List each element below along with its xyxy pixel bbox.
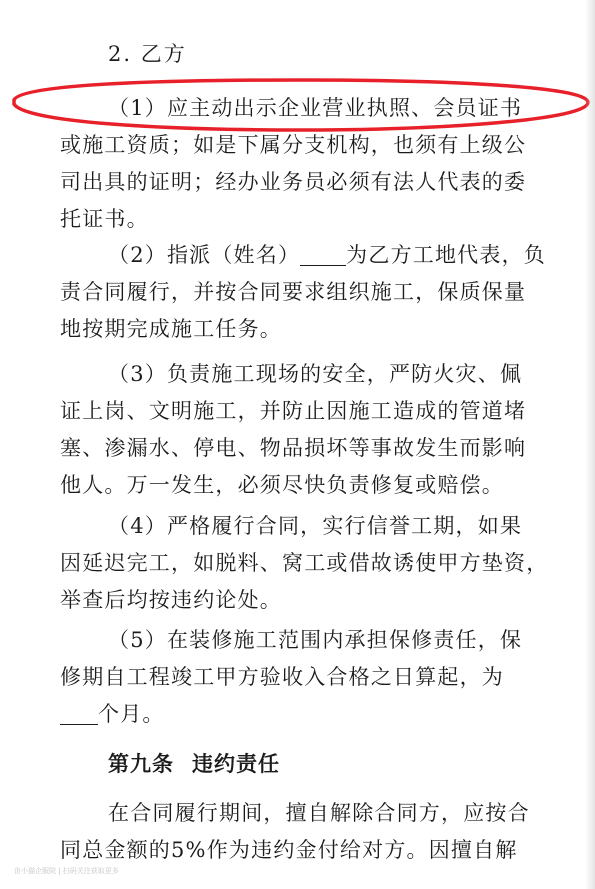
clause-item-3 [60,356,550,504]
clause-line: 他人。万一发生，必须尽快负责修复或赔偿。 [60,473,504,497]
section-heading: 2. 乙方 [108,42,187,66]
page-edge-shadow [585,0,595,889]
clause-line [60,237,550,274]
clause-item-2 [60,237,550,348]
clause-line: （3）负责施工现场的安全，严防火灾、佩 [108,362,523,386]
clause-item-1 [60,90,550,238]
clause-line: 地按期完成施工任务。 [60,317,282,341]
clause-line: 证上岗、文明施工，并防止因施工造成的管道堵 [60,399,527,423]
clause-line: （4）严格履行合同，实行信誉工期，如果 [108,514,523,538]
clause-line: 因延迟完工，如脱料、窝工或借故诱使甲方垫资， [60,551,549,575]
article-name: 违约责任 [192,752,280,776]
breach-paragraph [60,795,550,869]
article-title [108,748,280,778]
clause-text: （2）指派（姓名） [108,243,301,267]
clause-line: （1）应主动出示企业营业执照、会员证书 [108,96,523,120]
name-blank [300,241,346,266]
clause-line: 同总金额的5%作为违约金付给对方。因擅自解 [60,838,518,862]
clause-item-5 [60,622,550,733]
watermark-text: 由小猫企服院 | 扫码关注获取更多 [14,867,119,875]
clause-item-4 [60,508,550,619]
clause-line: 责合同履行，并按合同要求组织施工，保质保量 [60,280,527,304]
clause-line: 举查后均按违约论处。 [60,588,282,612]
clause-line: 塞、渗漏水、停电、物品损坏等事故发生而影响 [60,436,527,460]
clause-line: 托证书。 [60,207,149,231]
clause-text: 个月。 [98,702,165,726]
months-blank [60,700,98,725]
clause-line: 在合同履行期间，擅自解除合同方，应按合 [108,801,530,825]
clause-line: 或施工资质；如是下属分支机构，也须有上级公 [60,133,527,157]
clause-text: 为乙方工地代表，负 [346,243,546,267]
clause-line: （5）在装修施工范围内承担保修责任，保 [108,628,523,652]
clause-line: 修期自工程竣工甲方验收入合格之日算起，为 [60,665,504,689]
article-number: 第九条 [108,752,174,776]
clause-line: 司出具的证明；经办业务员必须有法人代表的委 [60,170,527,194]
clause-line [60,696,550,733]
